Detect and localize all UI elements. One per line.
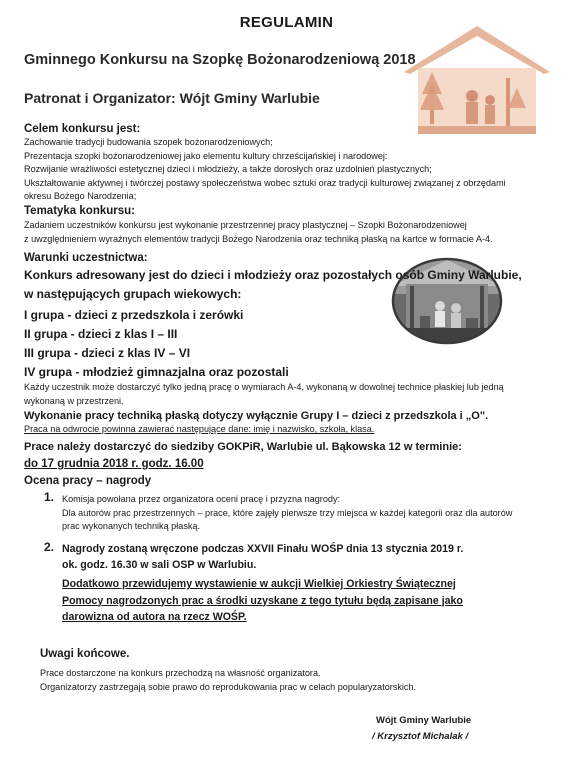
evaluation-heading: Ocena pracy – nagrody xyxy=(24,475,152,487)
goals-heading: Celem konkursu jest: xyxy=(24,123,141,135)
goal-line: okresu Bożego Narodzenia; xyxy=(24,191,137,202)
goal-line: Prezentacja szopki bożonarodzeniowej jako elementu kultury chrześcijańskiej i narodowej: xyxy=(24,150,388,161)
flat-technique-note: Wykonanie pracy techniką płaską dotyczy wyłącznie Grupy I – dzieci z przedszkola i „O". xyxy=(24,410,489,422)
theme-line: z uwzględnieniem wyraźnych elementów tradycji Bożego Narodzenia oraz techniką płaską na kartce w formacie A-4. xyxy=(24,233,493,244)
signature-title: Wójt Gminy Warlubie xyxy=(376,715,472,726)
patron-line: Patronat i Organizator: Wójt Gminy Warlubie xyxy=(24,90,320,106)
auction-note xyxy=(62,576,562,626)
item-2-number: 2. xyxy=(44,540,55,554)
signature-name: / Krzysztof Michalak / xyxy=(372,731,469,742)
auction-line: Dodatkowo przewidujemy wystawienie w aukcji Wielkiej Orkiestry Świątecznej xyxy=(62,578,456,590)
auction-line: Pomocy nagrodzonych prac a środki uzyskane z tego tytułu będą zapisane jako xyxy=(62,594,463,607)
goal-line: Rozwijanie wrażliwości estetycznej dzieci i młodzieży, a także dorosłych oraz uzdolnień plastycznych; xyxy=(24,164,432,175)
theme-line: Zadaniem uczestników konkursu jest wykonanie przestrzennej pracy plastycznej – Szopki Bożonarodzeniowej xyxy=(24,220,467,230)
single-entry-note xyxy=(24,381,569,408)
item-1-line: Komisja powołana przez organizatora oceni pracę i przyzna nagrody: xyxy=(62,494,341,504)
audience-line: w następujących grupach wiekowych: xyxy=(24,287,242,301)
group-4: IV grupa - młodzież gimnazjalna oraz pozostali xyxy=(24,365,289,379)
conditions-heading: Warunki uczestnictwa: xyxy=(24,252,148,264)
contest-subtitle: Gminnego Konkursu na Szopkę Bożonarodzeniową 2018 xyxy=(24,52,416,68)
item-1-number: 1. xyxy=(44,490,55,504)
audience-line: Konkurs adresowany jest do dzieci i młodzieży oraz pozostałych osób Gminy Warlubie, xyxy=(24,268,522,282)
goal-line: Ukształtowanie aktywnej i twórczej postawy społeczeństwa wobec sztuki oraz tradycji kulturowej związanej z obrzędami xyxy=(24,177,506,188)
final-line: Prace dostarczone na konkurs przechodzą na własność organizatora. xyxy=(40,668,321,678)
group-1: I grupa - dzieci z przedszkola i zerówki xyxy=(24,308,244,322)
nativity-scene-graphic xyxy=(402,22,552,140)
group-2: II grupa - dzieci z klas I – III xyxy=(24,327,178,341)
theme-heading: Tematyka konkursu: xyxy=(24,205,135,217)
note-line: wykonaną w przestrzeni. xyxy=(24,395,124,406)
delivery-note: Prace należy dostarczyć do siedziby GOKPiR, Warlubie ul. Bąkowska 12 w terminie: xyxy=(24,441,462,453)
reverse-side-note: Praca na odwrocie powinna zawierać następujące dane: imię i nazwisko, szkoła, klasa. xyxy=(24,424,375,434)
item-2-text xyxy=(62,541,562,573)
deadline: do 17 grudnia 2018 r. godz. 16.00 xyxy=(24,458,204,470)
item-1-text xyxy=(62,493,562,534)
goals-list xyxy=(24,136,564,204)
item-1-line: Dla autorów prac przestrzennych – prace, które zajęły pierwsze trzy miejsca w każdej kategorii oraz dla autorów xyxy=(62,507,513,518)
item-1-line: prac wykonanych techniką płaską. xyxy=(62,521,200,531)
note-line: Każdy uczestnik może dostarczyć tylko jedną pracę o wymiarach A-4, wykonaną w dowolnej technice płaskiej lub jedną xyxy=(24,382,504,392)
auction-line: darowizna od autora na rzecz WOŚP. xyxy=(62,611,247,623)
item-2-line: ok. godz. 16.30 w sali OSP w Warlubiu. xyxy=(62,559,257,571)
final-text xyxy=(40,667,560,694)
goal-line: Zachowanie tradycji budowania szopek bożonarodzeniowych; xyxy=(24,137,273,147)
group-3: III grupa - dzieci z klas IV – VI xyxy=(24,346,191,360)
document-title: REGULAMIN xyxy=(239,14,334,31)
item-2-line: Nagrody zostaną wręczone podczas XXVII Finału WOŚP dnia 13 stycznia 2019 r. xyxy=(62,543,464,555)
final-line: Organizatorzy zastrzegają sobie prawo do reprodukowania prac w celach popularyzatorskich. xyxy=(40,681,417,692)
theme-text xyxy=(24,219,564,246)
audience-text xyxy=(24,266,564,304)
final-heading: Uwagi końcowe. xyxy=(40,648,130,660)
